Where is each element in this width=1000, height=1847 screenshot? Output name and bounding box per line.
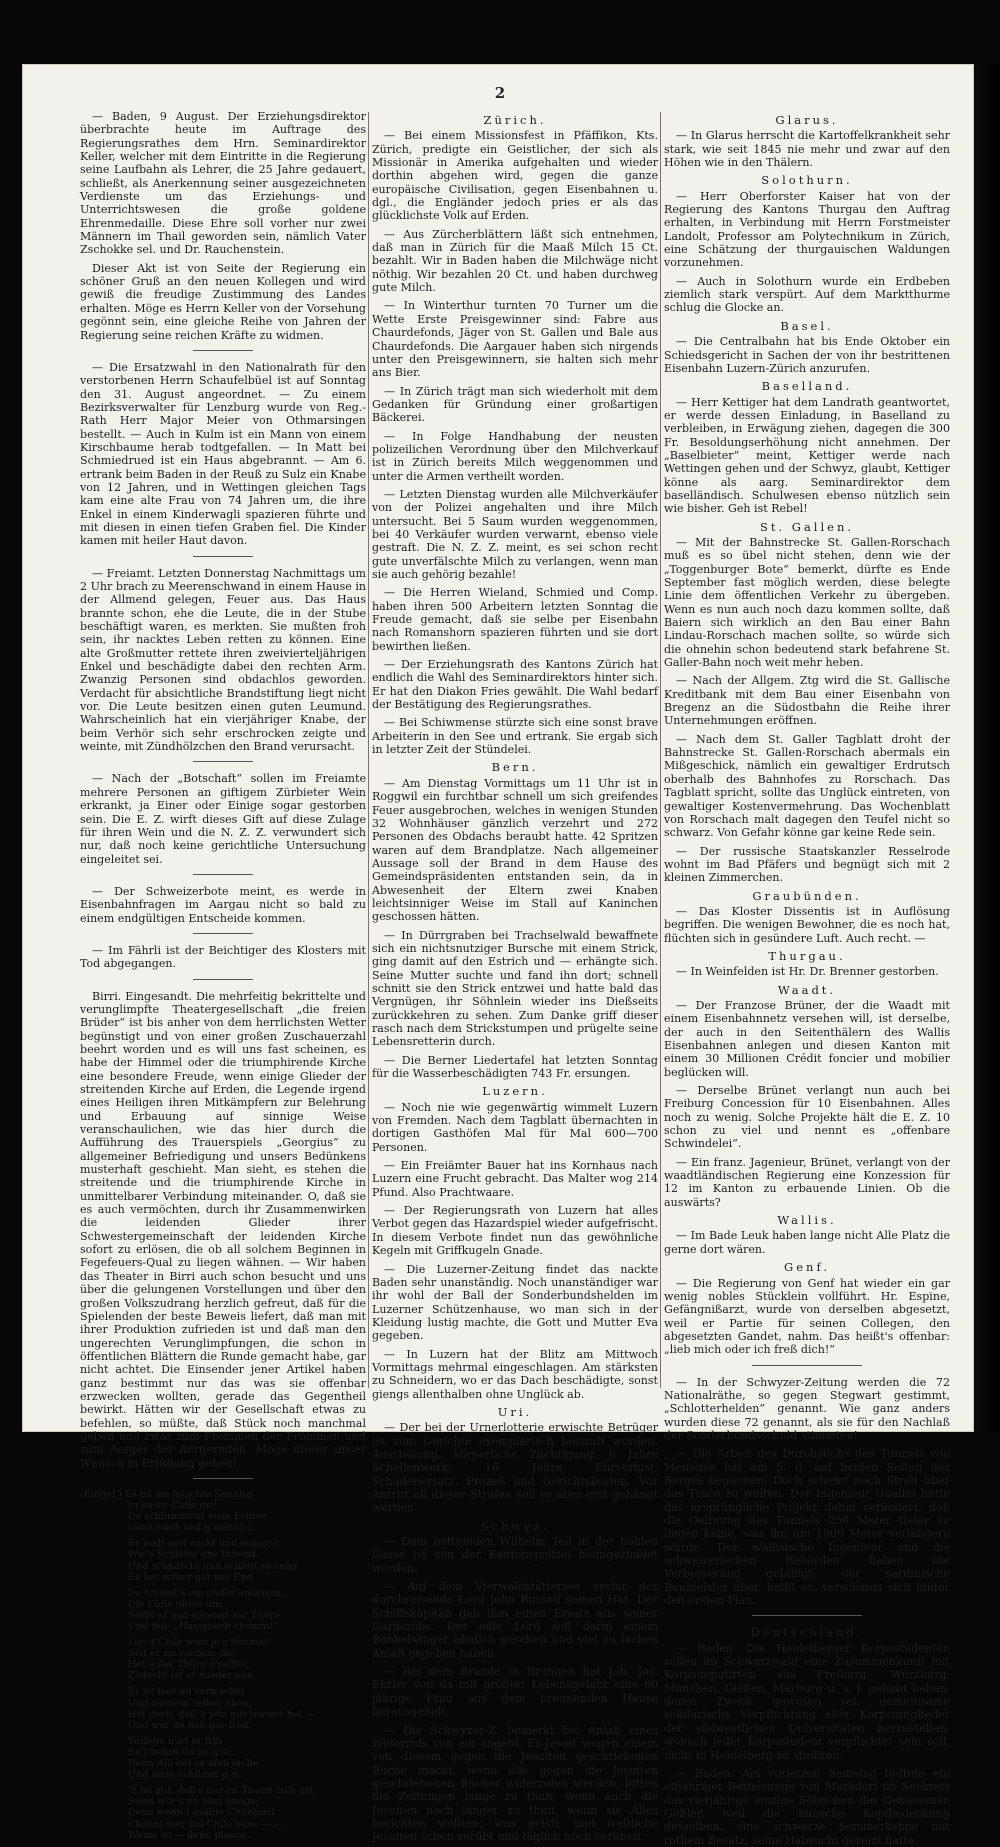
article: — In der Schwyzer-Zeitung werden die 72 Nationalräthe, so gegen Stegwart gestimmt, „Schlotterhelden“ genannt. Wie ganz anders wurden diese 72 genannt, als sie für den Nachlaß der Sonderbundsschuld stimmten! (664, 1375, 950, 1442)
article: — Baden. Die Heidelberger Korpsstudenten sollen im Schwarzwald eine Zusammenkunft mit Korpsdeputirten aus Freiburg, Würzburg, München, Gießen, Marburg u. s. f. gehabt haben, deren Zweck gewesen sei, gemeinsame solidarische Verpflichtung aller Korpsmitglieder der südwestlichen Universitäten herzustellen, wonach jeder Korpsstudent verpflichtet sein soll, nicht in Heidelberg zu studiren. (664, 1641, 950, 1762)
page-number: 2 (494, 84, 506, 102)
section-heading-thurgau: Thurgau. (768, 948, 846, 963)
article: — Im Bade Leuk haben lange nicht Alle Platz die gerne dort wären. (664, 1229, 950, 1256)
article: — Dem betteinden Wilhelm Tell in der hohlen Gasse ist von der Kantonspolizei heimgezündet worden. (372, 1535, 658, 1575)
article-baden-keller-cont: Dieser Akt ist von Seite der Regierung ein schöner Gruß an den neuen Kollegen und wird gewiß die freudige Zustimmung des Landes erhalten. Möge es Herrn Keller von der Vorsehung gegönnt sein, eine gleiche Reihe von Jahren der Regierung seine reichen Kräfte zu widmen. (80, 261, 366, 342)
separator (193, 761, 253, 762)
poem-line: Susst wär's en übel gange; (128, 1796, 259, 1808)
article: — Der Erziehungsrath des Kantons Zürich hat endlich die Wahl des Seminardirektors hinter sich. Er hat den Diakon Fries gewählt. Die Wahl bedarf der Bestätigung des Regierungsrathes. (372, 658, 658, 712)
poem-line: Und allne schlimm g'si. (128, 1769, 242, 1781)
article: — Bei dem Brande in Brunnen hat Joh. Jos. Ehrler von da mit größter Lebensgefahr eine 60 jährige Frau aus dem brennenden Hause herausgeholt. (372, 1665, 658, 1719)
separator (752, 1615, 862, 1616)
scan-edge-shadow (974, 64, 1000, 1432)
article: — In Weinfelden ist Hr. Dr. Brenner gestorben. (676, 965, 939, 979)
article: — In Folge Handhabung der neusten polizeilichen Verordnung über den Milchverkauf ist in Zürich bereits Milch weggenommen und unter die Armen vertheilt worden. (372, 429, 658, 483)
article: — Auf dem Vierwaldstättersee verlor der durchreisende Lord John Russell seinen Hut. Der Schiffskapitän gab ihm einen Ersatz aus seiner Garderobe. Der edle Lord soll darin einem Bänkelsänger ähnlich gesehen und viel zu lachen Anlaß gegeben haben. (372, 1580, 658, 1660)
poem-stanza (80, 1588, 366, 1632)
section-heading-schwyz: Schwyz. (480, 1518, 550, 1533)
article-schweizerbote: — Der Schweizerbote meint, es werde in Eisenbahnfragen im Aargau nicht so bald zu einem endgültigen Entscheide kommen. (80, 884, 366, 925)
poem-stanza (80, 1637, 366, 1681)
article: — Herr Kettiger hat dem Landrath geantwortet, er werde dessen Einladung, in Baselland zu verbleiben, in Erwägung ziehen, dagegen die 300 Fr. Besoldungserhöhung nicht annehmen. Der „Baselbieter“ meint, Kettiger werde nach Wettingen gehen und der Schwyz, glaubt, Kettiger könne als aarg. Seminardirektor dem baselländisch. Schulwesen ebenso nützlich sein wie bisher. Geh ist Rebel! (664, 395, 950, 516)
article: — Mit der Bahnstrecke St. Gallen-Rorschach muß es so übel nicht stehen, denn wie der „Toggenburger Bote“ bemerkt, dürfte es Ende September fast möglich werden, diese belegte Linie dem öffentlichen Verkehr zu übergeben. Wenn es nun auch noch dazu kommen sollte, daß Baiern sich wirklich an den Bau einer Bahn Lindau-Rorschach machen sollte, so würde sich die ohnehin schon bedeutend stark befahrene St. Galler-Bahn noch weit mehr heben. (664, 535, 950, 670)
poem-line: Luc d'Chile wott jo z'fümme! (128, 1637, 268, 1649)
article-botschaft-wine: — Nach der „Botschaft“ sollen im Freiamte mehrere Personen an giftigem Zürbieter Wein erkrankt, ja Einer oder Einige sogar gestorben sein. Die E. Z. wirft dieses Gift auf diese Zulage für ihren Wein und die N. Z. Z. verwundert sich nur, daß noch keine gerichtliche Untersuchung eingeleitet sei. (80, 772, 366, 866)
article: — In Dürrgraben bei Trachselwald bewaffnete sich ein nichtsnutziger Bursche mit einem Strick, ging damit auf den Estrich und — erhängte sich. Seine Mutter suchte und fand ihn dort; schnell schnitt sie den Strick entzwei und hatte bald das Vergnügen, ihr Söhnlein wieder ins Dießseits zurückkehren zu sehen. Zum Danke griff dieser rasch nach dem Strickstumpen und prügelte seine Lebensretterin durch. (372, 928, 658, 1049)
poem (80, 1489, 366, 1841)
poem-stanza (80, 1785, 366, 1840)
section-heading-zuerich: Zürich. (483, 113, 547, 127)
poem-line: Do schlummr'et euse Lehrer (128, 1511, 267, 1523)
poem-line: Het gseh, daß 'r jetz nur traumt het — (128, 1708, 315, 1720)
article: — Der Franzose Brüner, der die Waadt mit einem Eisenbahnnetz versehen will, ist derselbe, der auch in den Seitenthälern des Wallis Eisenbahnen anlegen und diesen Kanton mit einem 30 Millionen Crédit foncier und mobilier beglücken will. (664, 998, 950, 1079)
article: — Die Centralbahn hat bis Ende Oktober ein Schiedsgericht in Sachen der von ihr bestrittenen Eisenbahn Luzern-Zürich anzurufen. (664, 335, 950, 375)
poem-line: Zletscht ist er wieder cho. (128, 1670, 256, 1682)
poem-line: Und feit: „Hansjokeb chumm!“ (128, 1621, 279, 1632)
article-birri-theater: Birri. Eingesandt. Die mehrfeitig bekrittelte und verunglimpfte Theatergesellschaft „die freien Brüder“ ist bis anher von dem herrlichsten Wetter begünstigt und von einer großen Zuschauerzahl beehrt worden und es will uns fast scheinen, es habe der Himmel oder die triumphirende Kirche eine besondere Freude, wenn einige Glieder der streitenden Kirche auf Erden, die Legende irgend eines Heiligen ihren Mitkämpfern zur Belehrung und Erbauung auf sinnige Weise veranschaulichen, wie das hier durch die Aufführung des Trauerspiels „Georgius“ zu allgemeiner Befriedigung und unsers Bedünkens musterhaft geschieht. Man sieht, es stehen die streitende und die triumphirende Kirche in unmittelbarer Verbindung miteinander. O, daß sie es auch vermöchten, durch ihr Zusammenwirken die leidenden Glieder ihrer Schwestergemeinschaft der leidenden Kirche sofort zu erlösen, die ob all solchem Beginnen in Fegefeuers-Qual zu liegen wähnen. — Wir haben das Theater in Birri auch schon besucht und uns über die gelungenen Vorstellungen und über den großen Volkszudrang herzlich gefreut, daß für die Spielenden der beste Beweis liefert, daß man mit ihrer Produktion zufrieden ist und daß man den ungerechten Verunglimpfungen, die schon in öffentlichen Blättern die Runde gemacht habe, gar nicht achtet. Die Einsender jener Artikel haben ganz bestimmt nur das was sie offenbar erzwecken wollten, gerade das Gegentheil bewirkt. Hätten wir der Gesellschaft etwas zu befehlen, so müßte, daß Stück noch manchmal geben und zwar zum Frommen der Frommen und zum Aerger der Aergernden. Möge dieser unser Wunsch in Erfüllung gehen! (80, 989, 366, 1470)
section-heading-glarus: Glarus. (775, 113, 839, 127)
section-heading-deutschland: Deutschland. (750, 1625, 864, 1640)
poem-line: Denn wenn i gsähte Chilelund (128, 1807, 275, 1819)
poem-stanza (80, 1489, 366, 1533)
article: — Das Kloster Dissentis ist in Auflösung begriffen. Die wenigen Bewohner, die es noch hat, flüchten sich in gesündere Luft. Auch recht. — (664, 904, 950, 945)
section-heading-basel: Basel. (780, 318, 834, 333)
article: — Der bei der Urnerlotterie erwischte Betrüger ist vom Gerichte exemplarisch bestraft worden. Ausstellung, körperliche Züchtigung, 6 Jahre Schellenwerk, 16 Jahre Ehrverlust, Schadenersatz, Prozeß und Gerichtskosten. Vor Antritt all dieser Strafen soll er aber erst gehängt werden. (372, 1421, 658, 1515)
article: — In Luzern hat der Blitz am Mittwoch Vormittags mehrmal eingeschlagen. Am stärksten zu Schneidern, wo er das Dach beschädigte, sonst giengs allenthalben ohne Unglück ab. (372, 1347, 658, 1401)
article: — Auch in Solothurn wurde ein Erdbeben ziemlich stark verspürt. Auf dem Marktthurme schlug die Glocke an. (664, 274, 950, 315)
article: — Baden. Am vorletzen Samstag tödtete ein elfjähriger Bettelsunge von Markdorf im Seekreis das vierjährige einzige Söhnchen des Oekonomen Geßler, weil die hübsche Kopfbedeckung desselben, eine schwarze Sammetkappe mit rothem Besatz, seine Habsucht gereizt hatte. (664, 1766, 950, 1847)
article: — Nach dem St. Galler Tagblatt droht der Bahnstrecke St. Gallen-Rorschach abermals ein Mißgeschick, nämlich ein gewaltiger Erdrutsch oberhalb des Bahnhofes zu Rorschach. Das Tagblatt spricht, sollte das Unglück eintreten, von gewaltiger Kostenvermehrung. Das Wochenblatt von Rorschach malt dagegen den Teufel nicht so schwarz. Von Gefahr könne gar keine Rede sein. (664, 732, 950, 840)
poem-line: Er nudt und zuckt und waggelt (128, 1538, 280, 1550)
poem-line: Wie's Schlöfer ehe thüend, (128, 1549, 259, 1561)
article: — Die Herren Wieland, Schmied und Comp. haben ihren 500 Arbeitern letzten Sonntag die Freude gemacht, daß sie selbe per Eisenbahn nach Romanshorn spazieren führten und sie dort bewirthen ließen. (372, 586, 658, 653)
article: — Aus Zürcherblättern läßt sich entnehmen, daß man in Zürich für die Maaß Milch 15 Ct. bezahlt. Wir in Baden haben die Milchwäge nicht nöthig. Wir bezahlen 20 Ct. und haben durchweg gute Milch. (372, 227, 658, 295)
article-faehrli: — Im Fährli ist der Beichtiger des Klosters mit Tod abgegangen. (80, 943, 366, 971)
section-heading-genf: Genf. (784, 1260, 830, 1275)
separator (193, 556, 253, 557)
article: — Der russische Staatskanzler Resselrode wohnt im Bad Pfäfers und begnügt sich mit 2 kleinen Zimmerchen. (664, 844, 950, 885)
article: — Die Regierung von Genf hat wieder ein gar wenig nobles Stücklein vollführt. Hr. Espine, Gefängnißarzt, wurde von derselben abgesetzt, weil er Partie für seinen Collegen, den abgesetzten Gandet, nahm. Das heißt's offenbar: „lieb mich oder ich freß dich!“ (664, 1276, 950, 1357)
section-heading-wallis: Wallis. (777, 1213, 837, 1228)
poem-line: Es het schier gar kes End. (128, 1571, 256, 1583)
article: — Die Arbeit des Durchstichs des Tunnels von Menouve hat am 5. d. auf beiden Seiten des Berges begonnen. Doch scheint noch Streit über das Trace zu walten. Der Ingenieur Gualini hatte das ursprüngliche Projekt dahin verändert, daß die Oeffnung des Tunnels 250 Meter tiefer zu liegen käme, was ihn um 1000 Meter verlängern würde. Der wallisische Ingenieur und die schweizerischen Behörden haben die Verbesserung gebilligt; der sardinische Baumeister aber, heißt es, verschanzt sich hinter den ersten Plan. (664, 1447, 950, 1608)
article: — Ein franz. Jagenieur, Brünet, verlangt von der waadtländischen Regierung eine Konzession für 12 im Kanton zu erbauende Linien. Ob die auswärts? (664, 1155, 950, 1209)
poem-line: Denn Alli het er afoh lache (128, 1758, 259, 1770)
article: — In Glarus herrscht die Kartoffelkrankheit sehr stark, wie seit 1845 nie mehr und zwar auf den Höhen wie in den Thälern. (664, 129, 950, 170)
article: — Der Regierungsrath von Luzern hat alles Verbot gegen das Hazardspiel wieder aufgefrischt. In diesem Verbote findet nun das gewöhnliche Kegeln mit Griffkugeln Gnade. (372, 1204, 658, 1258)
poem-line: 'S ist gut, daß's nur en Traum isch gsi, (128, 1785, 317, 1797)
article: — Die Schwyzer-Z. bemerkt bei Anlaß eines Widerrufs von ein angebl. Ex-Jesuit wegen einem von diesem gegen die Jesuiten geschriebenen Buche macht, wenn alle gegen die Jesuiten geschriebenen Bücher widerrufen werden, bitten die Zeitungen lange zu thun, wenn auch die Jesuiten noch länger zu thun, wenn sie Alles berichten wollten, was geistl. und weltliche Jesuiten schon verübt und täglich noch verüben. (372, 1723, 658, 1844)
article-ersatzwahl: — Die Ersatzwahl in den Nationalrath für den verstorbenen Herrn Schaufelbüel ist auf Sonntag den 31. August angeordnet. — Zu einem Bezirksverwalter für Lenzburg wurde von Reg.-Rath Herr Major Meier von Othmarsingen bestellt. — Auch in Kulm ist ein Mann von einem Kirschbaume herab todtgefallen. — In Matt bei Schmiedrued ist ein Haus abgebrannt. — Am 6. ertrank beim Baden in der Reuß zu Sulz ein Knabe von 12 Jahren, und in Wettingen gleichen Tags kam eine alte Frau von 74 Jahren um, die ihre Enkel in einem Kinderwagli spazieren führte und mit diesen in einen tiefen Graben fiel. Die Kinder kamen mit heiler Haut davon. (80, 360, 366, 548)
separator (193, 874, 253, 875)
article: — Bei einem Missionsfest in Pfäffikon, Kts. Zürich, predigte ein Geistlicher, der sich als Missionär in Amerika aufgehalten und wieder dorthin abgehen wird, gegen die ganze europäische Civilisation, gegen Eisenbahnen u. dgl., die Engländer jedoch pries er als das glücklichste Volk auf Erden. (372, 129, 658, 223)
article: — Nach der Allgem. Ztg wird die St. Gallische Kreditbank mit dem Bau einer Eisenbahn von Bregenz an die Südostbahn die Reihe ihrer Unternehmungen eröffnen. (664, 674, 950, 728)
column-rule-2 (660, 112, 661, 1388)
article: — Bei Schiwmense stürzte sich eine sonst brave Arbeiterin in den See und ertrank. Sie ergab sich in letzter Zeit der Stündelei. (372, 716, 658, 757)
poem-line: (Eingef.) Es ist am letschte Sunntig (80, 1488, 253, 1500)
article: — Am Dienstag Vormittags um 11 Uhr ist in Roggwil ein furchtbar schnell um sich greifendes Feuer ausgebrochen, welches in wenigen Stunden 32 Wohnhäuser gänzlich verzehrt und 272 Personen des Obdachs beraubt hatte. 42 Spritzen waren auf dem Brandplatze. Nach allgemeiner Aussage soll der Brand in dem Hause des Gemeindspräsidenten entstanden sein, da in Abwesenheit der Eltern zwei Knaben leichtsinniger Weise im Stall auf Kaninchen geschossen hätten. (372, 776, 658, 924)
article: — Ein Freiämter Bauer hat ins Kornhaus nach Luzern eine Frucht gebracht. Das Malter wog 214 Pfund. Also Prachtwaare. (372, 1159, 658, 1199)
section-heading-solothurn: Solothurn. (761, 173, 853, 188)
section-heading-uri: Uri. (497, 1404, 533, 1419)
section-heading-st-gallen: St. Gallen. (759, 519, 855, 534)
section-heading-waadt: Waadt. (777, 982, 837, 997)
section-heading-baselland: Baselland. (761, 379, 853, 394)
section-heading-luzern: Luzern. (482, 1084, 548, 1099)
poem-line: Und war do nob gar froh. (128, 1719, 252, 1731)
poem-line: Het a der Thüre g'rafflet, (128, 1659, 251, 1671)
section-heading-bern: Bern. (491, 760, 539, 775)
column-rule-1 (368, 112, 369, 1388)
article-freiamt-fire: — Freiamt. Letzten Donnerstag Nachmittags um 2 Uhr brach zu Meerenschwand in einem Hause in der Allmend gelegen, Feuer aus. Das Haus brannte schon, ehe die Leute, die in der Stube beschäftigt waren, es merkten. Sie mußten froh sein, ihr nacktes Leben retten zu können. Eine alte Großmutter rettete ihren zweivierteljährigen Enkel und beschädigte dabei den rechten Arm. Zwanzig Personen sind obdachlos geworden. Verdacht für absichtliche Brandstiftung liegt nicht vor. Die Leute besitzen einen guten Leumund. Wahrscheinlich hat ein vierjähriger Knabe, der beim Verhör sich sehr erschrocken zeigte und weinte, mit Zündhölzchen den Brand verursacht. (80, 566, 366, 754)
poem-line: Und schnarcht und schlott so selig, (128, 1560, 301, 1572)
poem-line: Stoht uf und sprengt zur Thüre (128, 1609, 281, 1621)
poem-line: Seit er no zuenem do; (128, 1648, 235, 1660)
article: — In Winterthur turnten 70 Turner um die Wette Erste Preisgewinner sind: Fabre aus Chaurdefonds, Jäger von St. Gallen und Bale aus Chaurdefonds. Die Aargauer haben sich nirgends unter den Preisgewinnern, sie halten sich mehr ans Bier. (372, 299, 658, 380)
article: — Die Luzerner-Zeitung findet das nackte Baden sehr unanständig. Noch unanständiger war ihr wohl der Ball der Sonderbundshelden im Luzerner Schützenhause, wo man sich in der Kleidung lustig machte, die Gott und Mutter Eva gegeben. (372, 1262, 658, 1343)
article: — Derselbe Brünet verlangt nun auch bei Freiburg Concession für 10 Eisenbahnen. Alles noch zu wenig. Solche Projekte hält die E. Z. 10 schon zu viel und nennt es „offenbare Schwindelei“. (664, 1084, 950, 1151)
poem-stanza (80, 1686, 366, 1730)
poem-line: Es Chehrli do no g'si; (128, 1746, 233, 1758)
article: — Noch nie wie gegenwärtig wimmelt Luzern von Fremden. Nach dem Tagblatt übernachten in dortigen Gasthöfen Mal für Mal 600—700 Personen. (372, 1100, 658, 1154)
section-heading-graubuenden: Graubünden. (752, 888, 862, 903)
article: — Herr Oberforster Kaiser hat von der Regierung des Kantons Thurgau den Auftrag erhalten, in Verbindung mit Herrn Forstmeister Landolt, Professor am Polytechnikum in Zürich, eine Schätzung der thurgauischen Waldungen vorzunehmen. (664, 189, 950, 270)
poem-stanza (80, 1736, 366, 1780)
article: — Die Berner Liedertafel hat letzten Sonntag für die Wasserbeschädigten 743 Fr. ersungen. (372, 1053, 658, 1081)
separator (752, 1365, 862, 1366)
poem-line: Verlege n'ist er frili (128, 1735, 223, 1747)
article-baden-keller: — Baden, 9 August. Der Erziehungsdirektor überbrachte heute im Auftrage des Regierungsrathes dem Hrn. Seminardirektor Keller, welcher mit dem Eintritte in die Regierung seine Laufbahn als Lehrer, die 25 Jahre gedauert, schließt, als Anerkennung seiner ausgezeichneten Verdienste um das Erziehungs- und Unterrichtswesen die große goldene Ehrenmedaille. Diese Ehre soll vorher nur zwei Männern im Thail geworden sein, nämlich Vater Zschokke sel. und Dr. Rauchenstein. (80, 110, 366, 257)
poem-line: Die Chile gheie um; (128, 1598, 225, 1610)
poem-line: Er ist halt do verwachet (128, 1686, 246, 1698)
separator (193, 933, 253, 934)
poem-line: Und zuenem selber choo, (128, 1697, 252, 1709)
column-3 (664, 110, 950, 1847)
separator (193, 350, 253, 351)
column-2 (372, 110, 658, 1844)
poem-line: Do traumt's em under anderem, (128, 1587, 285, 1599)
article: — In Zürich trägt man sich wiederholt mit dem Gedanken für Gründung einer großartigen Bäckerei. (372, 384, 658, 425)
article: — Letzten Dienstag wurden alle Milchverkäufer von der Polizei angehalten und ihre Milch untersucht. Bei 5 Saum wurden weggenommen, bei 40 Verkäufer wurden verwarnt, ebenso viele gestraft. Die N. Z. Z. meint, es sei schon recht gute unverfälschte Milch zu verlangen, wenn man sie auch gehörig bezahle! (372, 487, 658, 581)
column-1 (80, 110, 366, 1841)
poem-line: In euser Chile gsi! (128, 1500, 218, 1512)
poem-line: Ganz sanft und g'mächli i. (128, 1522, 255, 1534)
poem-line: Weine so — denn plange. (128, 1829, 251, 1841)
poem-stanza (80, 1538, 366, 1582)
poem-line: Chönnt mer kei Chile baue — — (128, 1818, 284, 1830)
separator (193, 979, 253, 980)
separator (193, 1478, 253, 1479)
